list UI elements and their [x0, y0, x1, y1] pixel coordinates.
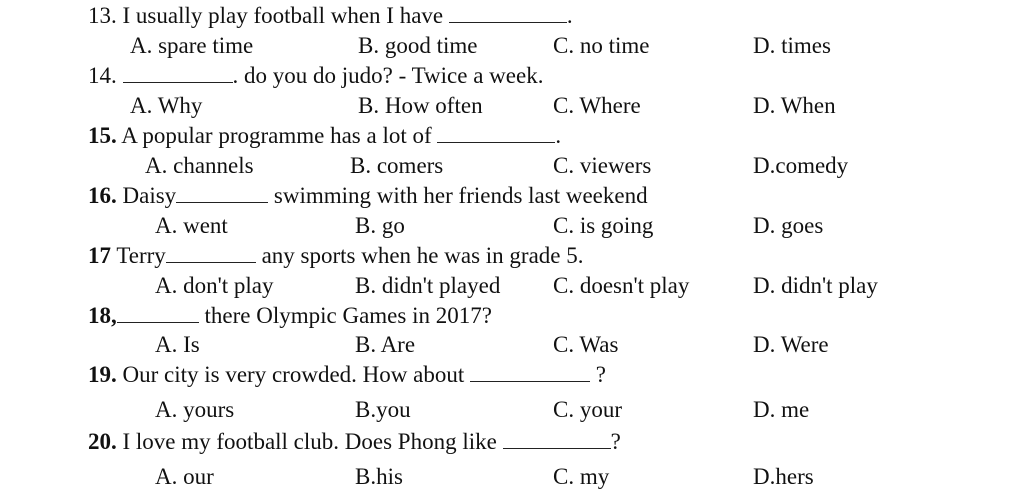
- question-number: 19.: [88, 362, 117, 387]
- option-c[interactable]: C. no time: [553, 33, 650, 58]
- option-d[interactable]: D. Were: [753, 332, 829, 357]
- question-20: [88, 428, 621, 455]
- question-15: [88, 122, 561, 149]
- option-a[interactable]: A. went: [155, 213, 228, 238]
- option-b[interactable]: B. good time: [358, 33, 478, 58]
- question-text-start: Daisy: [116, 183, 177, 208]
- option-b[interactable]: B. comers: [350, 153, 444, 178]
- answer-blank[interactable]: [166, 242, 256, 263]
- option-d[interactable]: D. didn't play: [753, 273, 878, 298]
- answer-blank[interactable]: [503, 428, 611, 449]
- option-c[interactable]: C. viewers: [553, 153, 652, 178]
- option-d[interactable]: D. When: [753, 93, 836, 118]
- answer-blank[interactable]: [176, 182, 268, 203]
- question-text-end: ?: [610, 429, 621, 454]
- option-b[interactable]: B. How often: [358, 93, 483, 118]
- answer-blank[interactable]: [117, 302, 199, 323]
- question-number: 15.: [88, 123, 117, 148]
- question-number: 18,: [88, 303, 117, 328]
- question-19: [88, 361, 606, 388]
- question-17: [88, 242, 583, 269]
- question-18: [88, 302, 492, 329]
- option-c[interactable]: C. is going: [553, 213, 654, 238]
- option-b[interactable]: B.you: [355, 397, 411, 422]
- question-number: 14.: [88, 63, 117, 88]
- question-number: 17: [88, 243, 111, 268]
- option-a[interactable]: A. don't play: [155, 273, 274, 298]
- question-13: [88, 2, 573, 29]
- answer-blank[interactable]: [470, 361, 590, 382]
- question-16: [88, 182, 648, 209]
- option-a[interactable]: A. channels: [145, 153, 254, 178]
- question-number: 20.: [88, 429, 117, 454]
- option-c[interactable]: C. Was: [553, 332, 619, 357]
- question-text-end: swimming with her friends last weekend: [268, 183, 648, 208]
- option-d[interactable]: D.hers: [753, 464, 814, 489]
- question-text-end: .: [566, 3, 573, 28]
- question-text-start: I love my football club. Does Phong like: [116, 429, 503, 454]
- question-number: 13.: [88, 3, 117, 28]
- option-c[interactable]: C. Where: [553, 93, 641, 118]
- question-text-end: . do you do judo? - Twice a week.: [232, 63, 544, 88]
- question-14: [88, 62, 543, 89]
- option-c[interactable]: C. my: [553, 464, 610, 489]
- question-number: 16.: [88, 183, 117, 208]
- question-text-end: any sports when he was in grade 5.: [255, 243, 584, 268]
- question-text-start: A popular programme has a lot of: [116, 123, 438, 148]
- question-text-end: there Olympic Games in 2017?: [198, 303, 492, 328]
- option-c[interactable]: C. your: [553, 397, 622, 422]
- option-b[interactable]: B.his: [355, 464, 403, 489]
- option-c[interactable]: C. doesn't play: [553, 273, 690, 298]
- option-a[interactable]: A. Is: [155, 332, 200, 357]
- answer-blank[interactable]: [449, 2, 567, 23]
- option-d[interactable]: D. goes: [753, 213, 824, 238]
- question-text-start: Terry: [111, 243, 166, 268]
- option-a[interactable]: A. our: [155, 464, 214, 489]
- question-text-end: .: [555, 123, 562, 148]
- question-text-start: Our city is very crowded. How about: [116, 362, 470, 387]
- option-d[interactable]: D. me: [753, 397, 810, 422]
- option-b[interactable]: B. didn't played: [355, 273, 501, 298]
- option-a[interactable]: A. Why: [130, 93, 203, 118]
- option-d[interactable]: D. times: [753, 33, 831, 58]
- answer-blank[interactable]: [437, 122, 555, 143]
- answer-blank[interactable]: [123, 62, 233, 83]
- option-a[interactable]: A. yours: [155, 397, 235, 422]
- question-text-start: I usually play football when I have: [116, 3, 449, 28]
- option-d[interactable]: D.comedy: [753, 153, 849, 178]
- option-b[interactable]: B. go: [355, 213, 405, 238]
- option-b[interactable]: B. Are: [355, 332, 416, 357]
- option-a[interactable]: A. spare time: [130, 33, 254, 58]
- question-text-end: ?: [589, 362, 606, 387]
